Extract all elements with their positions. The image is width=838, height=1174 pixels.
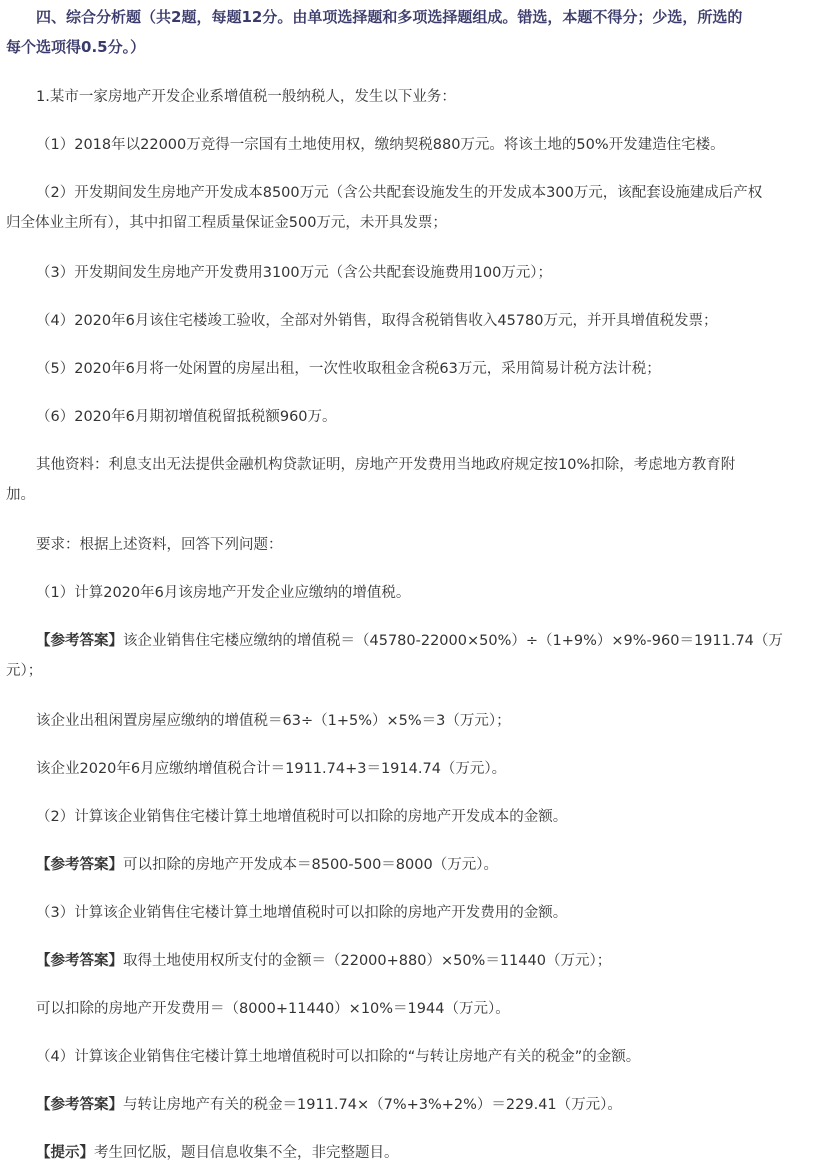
answer-2 — [36, 852, 498, 878]
sub-question-3: （3）计算该企业销售住宅楼计算土地增值税时可以扣除的房地产开发费用的金额。 — [36, 905, 568, 921]
answer-1-text: 该企业销售住宅楼应缴纳的增值税＝（45780-22000×50%）÷（1+9%）×9%-960＝1911.74（万 — [123, 633, 783, 649]
reference-answer-tag: 【参考答案】 — [36, 633, 123, 649]
question-intro: 1.某市一家房地产开发企业系增值税一般纳税人，发生以下业务： — [36, 89, 456, 105]
question-item-5: （5）2020年6月将一处闲置的房屋出租，一次性收取租金含税63万元，采用简易计税方法计税； — [36, 361, 661, 377]
tip-note — [36, 1140, 399, 1166]
answer-4-text: 与转让房地产有关的税金＝1911.74×（7%+3%+2%）＝229.41（万元）。 — [123, 1097, 622, 1113]
answer-3-line-1 — [36, 948, 611, 974]
requirement: 要求：根据上述资料，回答下列问题： — [36, 537, 283, 553]
question-item-2: （2）开发期间发生房地产开发成本8500万元（含公共配套设施发生的开发成本300万元，该配套设施建成后产权 — [36, 185, 763, 201]
tip-text: 考生回忆版，题目信息收集不全，非完整题目。 — [94, 1145, 399, 1161]
answer-1-line-4: 该企业2020年6月应缴纳增值税合计＝1911.74+3＝1914.74（万元）。 — [36, 761, 507, 777]
question-item-2-cont: 归全体业主所有），其中扣留工程质量保证金500万元，未开具发票； — [6, 215, 447, 231]
section-heading-line-2: 每个选项得0.5分。） — [6, 38, 146, 56]
other-info-line-1: 其他资料：利息支出无法提供金融机构贷款证明，房地产开发费用当地政府规定按10%扣除，考虑地方教育附 — [36, 457, 736, 473]
question-item-6: （6）2020年6月期初增值税留抵税额960万。 — [36, 409, 337, 425]
sub-question-1: （1）计算2020年6月该房地产开发企业应缴纳的增值税。 — [36, 585, 411, 601]
sub-question-4: （4）计算该企业销售住宅楼计算土地增值税时可以扣除的“与转让房地产有关的税金”的金额。 — [36, 1049, 641, 1065]
section-heading-line-1: 四、综合分析题（共2题，每题12分。由单项选择题和多项选择题组成。错选，本题不得分；少选，所选的 — [36, 8, 743, 26]
answer-1-line-1 — [36, 628, 783, 654]
reference-answer-tag: 【参考答案】 — [36, 857, 123, 873]
answer-4 — [36, 1092, 622, 1118]
reference-answer-tag: 【参考答案】 — [36, 1097, 123, 1113]
question-item-1: （1）2018年以22000万竞得一宗国有土地使用权，缴纳契税880万元。将该土地的50%开发建造住宅楼。 — [36, 137, 725, 153]
answer-3-line-2: 可以扣除的房地产开发费用＝（8000+11440）×10%＝1944（万元）。 — [36, 1001, 510, 1017]
question-item-3: （3）开发期间发生房地产开发费用3100万元（含公共配套设施费用100万元）； — [36, 265, 553, 281]
tip-tag: 【提示】 — [36, 1145, 94, 1161]
question-item-4: （4）2020年6月该住宅楼竣工验收，全部对外销售，取得含税销售收入45780万元，并开具增值税发票； — [36, 313, 718, 329]
answer-2-text: 可以扣除的房地产开发成本＝8500-500＝8000（万元）。 — [123, 857, 498, 873]
reference-answer-tag: 【参考答案】 — [36, 953, 123, 969]
sub-question-2: （2）计算该企业销售住宅楼计算土地增值税时可以扣除的房地产开发成本的金额。 — [36, 809, 568, 825]
answer-1-line-2: 元）； — [6, 663, 43, 679]
answer-1-line-3: 该企业出租闲置房屋应缴纳的增值税＝63÷（1+5%）×5%＝3（万元）； — [36, 713, 511, 729]
other-info-line-2: 加。 — [6, 487, 35, 503]
answer-3-text: 取得土地使用权所支付的金额＝（22000+880）×50%＝11440（万元）； — [123, 953, 612, 969]
